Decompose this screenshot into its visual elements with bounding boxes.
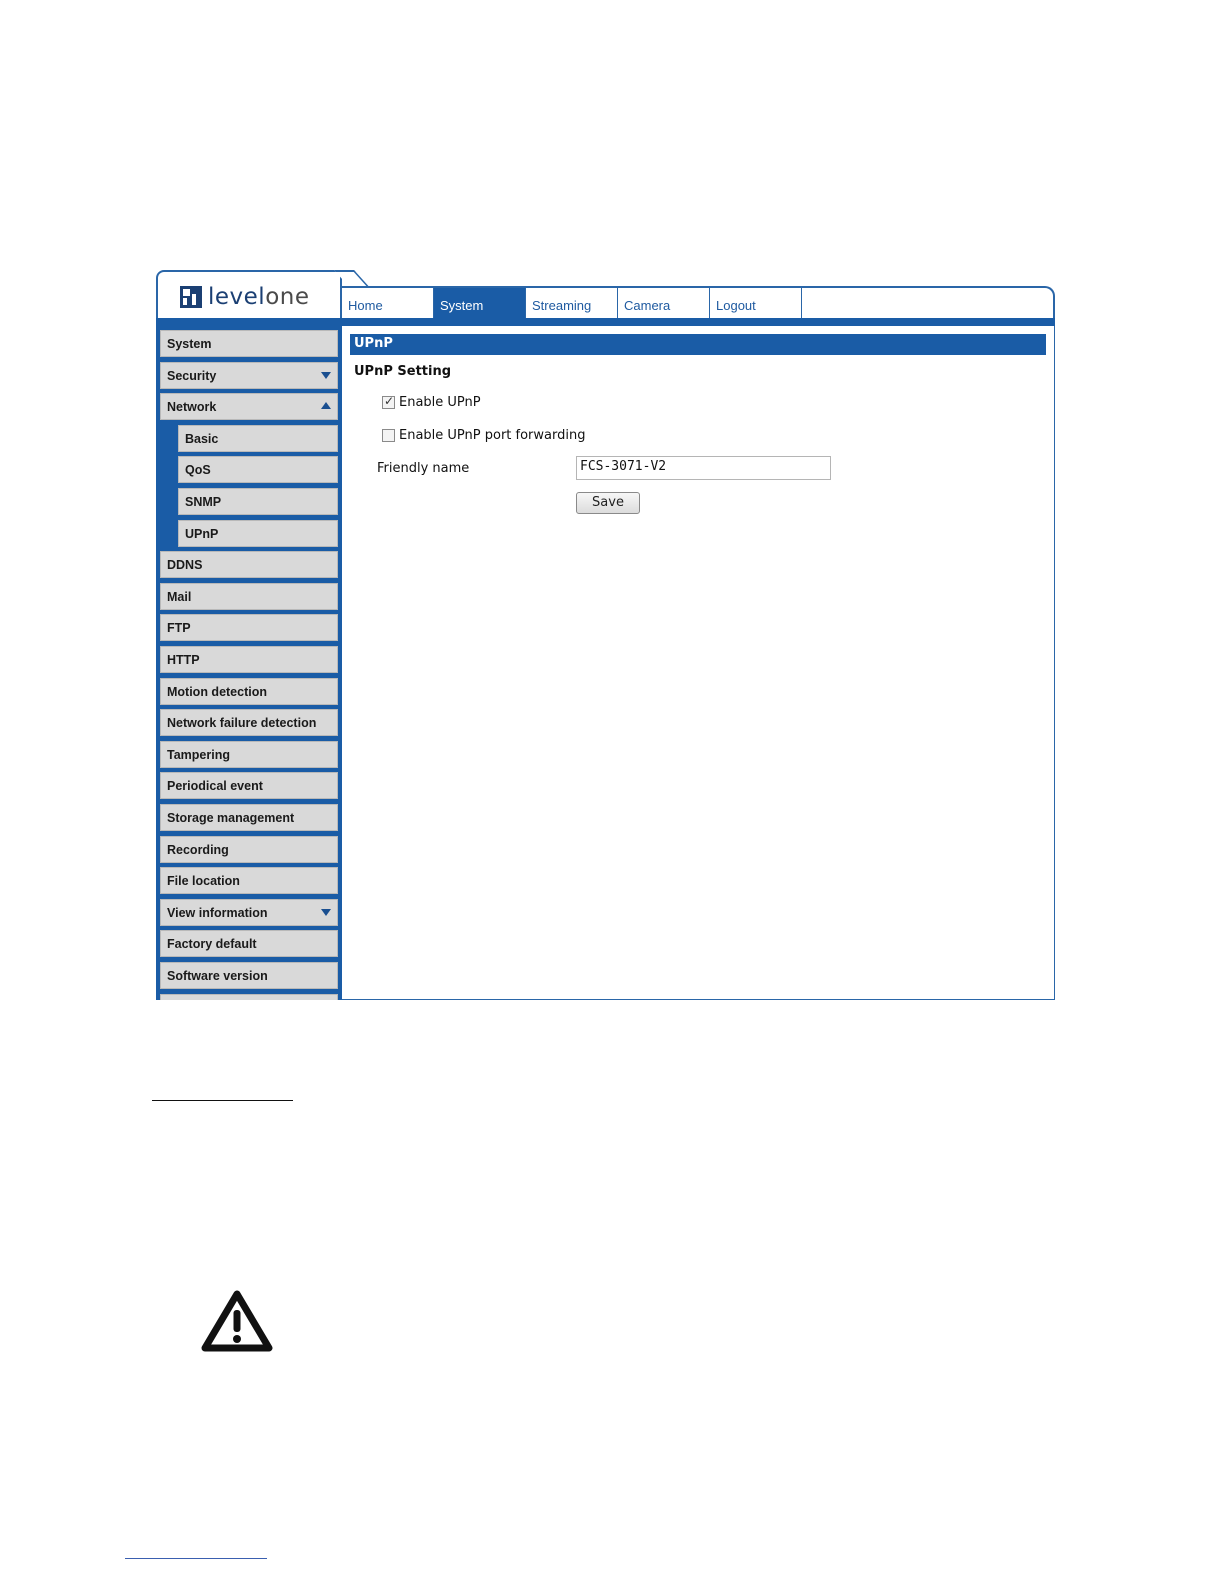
sidebar-item-label: Basic bbox=[185, 432, 219, 446]
sidebar-item-software-version[interactable] bbox=[160, 962, 338, 989]
sidebar-item-system[interactable] bbox=[160, 330, 338, 357]
chevron-down-icon bbox=[321, 372, 331, 379]
sidebar-item-label: FTP bbox=[167, 621, 191, 635]
sidebar-item-http[interactable] bbox=[160, 646, 338, 673]
sidebar bbox=[156, 326, 342, 1000]
sidebar-item-label: Factory default bbox=[167, 937, 257, 951]
sidebar-item-security[interactable] bbox=[160, 362, 338, 389]
page-title: UPnP bbox=[350, 334, 1046, 355]
sidebar-item-label: Periodical event bbox=[167, 779, 263, 793]
nav-underline bbox=[156, 318, 1055, 326]
sidebar-item-recording[interactable] bbox=[160, 836, 338, 863]
sidebar-item-label: Security bbox=[167, 369, 217, 383]
sidebar-item-label: Motion detection bbox=[167, 685, 267, 699]
warning-triangle-icon bbox=[201, 1290, 273, 1352]
sidebar-item-label: File location bbox=[167, 874, 240, 888]
sidebar-item-qos[interactable] bbox=[178, 456, 338, 483]
sidebar-item-network-failure-detection[interactable] bbox=[160, 709, 338, 736]
sidebar-item-network[interactable] bbox=[160, 393, 338, 420]
chevron-down-icon bbox=[321, 909, 331, 916]
main-content bbox=[342, 326, 1055, 1000]
friendly-name-input[interactable]: FCS-3071-V2 bbox=[576, 456, 831, 480]
sidebar-item-label: Network bbox=[167, 400, 217, 414]
tab-camera[interactable]: Camera bbox=[618, 288, 710, 322]
sidebar-item-ftp[interactable] bbox=[160, 614, 338, 641]
enable-port-forwarding-checkbox[interactable] bbox=[382, 429, 395, 442]
sidebar-item-periodical-event[interactable] bbox=[160, 772, 338, 799]
sidebar-item-file-location[interactable] bbox=[160, 867, 338, 894]
sidebar-item-label: UPnP bbox=[185, 527, 219, 541]
tab-logout[interactable]: Logout bbox=[710, 288, 802, 322]
sidebar-item-upnp[interactable] bbox=[178, 520, 338, 547]
sidebar-item-label: Software version bbox=[167, 969, 268, 983]
save-button[interactable]: Save bbox=[576, 492, 640, 514]
sidebar-item-factory-default[interactable] bbox=[160, 930, 338, 957]
footer-link-underline bbox=[125, 1558, 267, 1559]
tab-streaming[interactable]: Streaming bbox=[526, 288, 618, 322]
sidebar-item-label: QoS bbox=[185, 463, 211, 477]
sidebar-item-mail[interactable] bbox=[160, 583, 338, 610]
top-nav bbox=[340, 286, 1055, 322]
section-title: UPnP Setting bbox=[354, 364, 452, 379]
sidebar-item-label: Recording bbox=[167, 843, 229, 857]
sidebar-item-label: Network failure detection bbox=[167, 716, 317, 730]
enable-upnp-row bbox=[382, 395, 481, 410]
tab-home[interactable]: Home bbox=[342, 288, 434, 322]
logo-wordmark: levelone bbox=[208, 284, 310, 310]
levelone-logo-icon bbox=[180, 286, 202, 308]
sidebar-item-label: System bbox=[167, 337, 212, 351]
levelone-logo bbox=[180, 284, 310, 310]
section-divider bbox=[152, 1100, 293, 1101]
enable-upnp-checkbox[interactable] bbox=[382, 396, 395, 409]
logo-tab bbox=[156, 270, 342, 322]
sidebar-item-label: Storage management bbox=[167, 811, 295, 825]
sidebar-item-snmp[interactable] bbox=[178, 488, 338, 515]
sidebar-item-label: Tampering bbox=[167, 748, 230, 762]
sidebar-item-partial[interactable] bbox=[160, 994, 338, 1000]
friendly-name-label: Friendly name bbox=[377, 461, 470, 476]
sidebar-item-label: Mail bbox=[167, 590, 192, 604]
enable-upnp-label: Enable UPnP bbox=[399, 395, 481, 410]
sidebar-item-label: HTTP bbox=[167, 653, 200, 667]
sidebar-item-storage-management[interactable] bbox=[160, 804, 338, 831]
sidebar-item-view-information[interactable] bbox=[160, 899, 338, 926]
sidebar-item-label: DDNS bbox=[167, 558, 203, 572]
chevron-up-icon bbox=[321, 402, 331, 409]
sidebar-item-motion-detection[interactable] bbox=[160, 678, 338, 705]
sidebar-item-tampering[interactable] bbox=[160, 741, 338, 768]
tab-system[interactable]: System bbox=[434, 288, 526, 322]
camera-web-ui bbox=[156, 270, 1055, 1000]
enable-port-forwarding-row bbox=[382, 428, 585, 443]
sidebar-item-basic[interactable] bbox=[178, 425, 338, 452]
sidebar-item-ddns[interactable] bbox=[160, 551, 338, 578]
sidebar-item-label: View information bbox=[167, 906, 268, 920]
enable-port-forwarding-label: Enable UPnP port forwarding bbox=[399, 428, 586, 443]
sidebar-item-label: SNMP bbox=[185, 495, 222, 509]
